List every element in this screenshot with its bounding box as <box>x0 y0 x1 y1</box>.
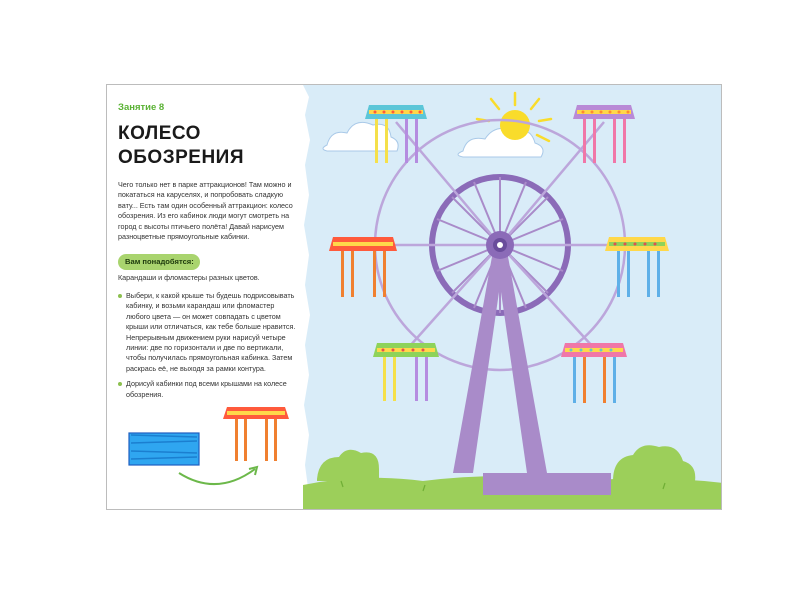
needs-badge: Вам понадобятся: <box>118 254 200 270</box>
instruction-step: Дорисуй кабинки под всеми крышами на колесе обозрения. <box>118 379 300 400</box>
coloring-page <box>303 85 722 509</box>
text-page <box>107 85 305 509</box>
arrow-icon <box>179 467 257 484</box>
workbook-spread <box>106 84 722 510</box>
example-cabin <box>223 407 289 461</box>
tower-base <box>483 473 611 495</box>
title-line-2: ОБОЗРЕНИЯ <box>118 147 244 168</box>
instruction-step: Выбери, к какой крыше ты будешь подрисовывать кабинку, и возьми карандаш или фломастер любого цвета — он может совпадать с цветом крыши или отличаться, как тебе больше нравится. Непрерывным движением руки нарисуй четыре линии: две по горизонтали и две по вертикали, чтобы получилась прямоугольная кабинка. Затем раскрась её, не выходя за рамки контура. <box>118 291 300 374</box>
instruction-list <box>118 291 300 405</box>
needs-text: Карандаши и фломастеры разных цветов. <box>118 273 260 282</box>
title-line-1: КОЛЕСО <box>118 123 201 144</box>
intro-text: Чего только нет в парке аттракционов! Там можно и покататься на каруселях, и попробовать сладкую вату... Есть там один особенный аттракцион: колесо обозрения. Из его кабинок люди могут смотреть на город с высоты птичьего полёта! Давай нарисуем разноцветные прямоугольные кабинки. <box>118 180 293 242</box>
example-blue-rectangle <box>129 433 199 465</box>
lesson-number: Занятие 8 <box>118 102 165 113</box>
ferris-wheel-scene <box>303 85 722 509</box>
page-title <box>118 122 244 170</box>
